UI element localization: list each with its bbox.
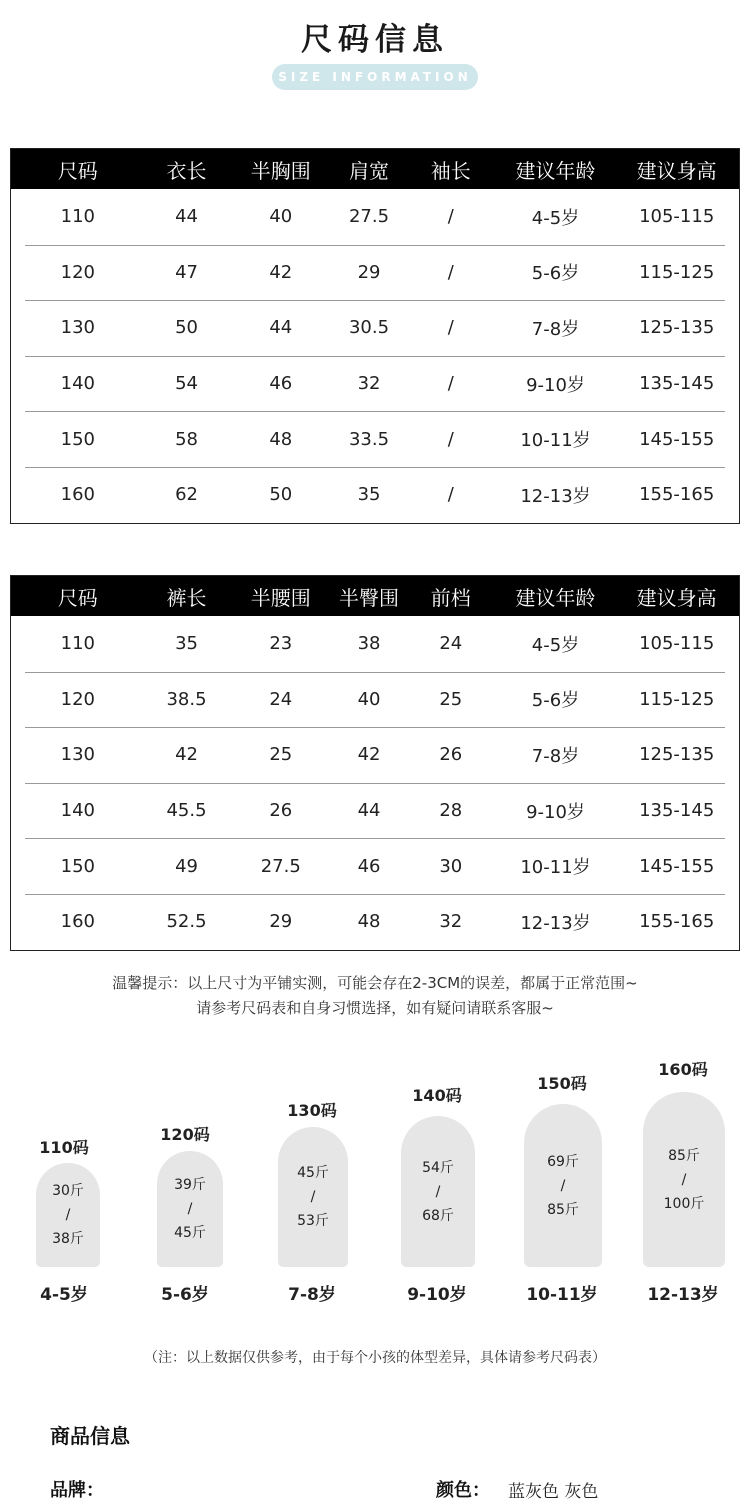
table-cell: 26 [439, 744, 463, 766]
table-cell: 50 [175, 317, 198, 339]
table-cell: 10-11岁 [520, 430, 591, 452]
table-cell: 150 [60, 428, 95, 450]
table-cell: 125-135 [639, 744, 715, 766]
table-cell: 23 [269, 633, 293, 655]
figure-weight-min: 54斤 [422, 1159, 454, 1176]
table-cell: 5-6岁 [531, 263, 580, 285]
child-silhouette [36, 1163, 100, 1267]
table-row [11, 672, 739, 728]
table-cell: 25 [439, 688, 463, 710]
table-cell: 42 [175, 744, 198, 766]
table-cell: 7-8岁 [531, 318, 580, 340]
figure-size-code: 150码 [537, 1074, 587, 1093]
table-cell: 135-145 [639, 373, 715, 395]
table-row [11, 783, 739, 839]
top-size-table [10, 148, 740, 524]
table-cell: 62 [175, 484, 198, 506]
table-cell: 26 [269, 800, 293, 822]
table-cell: / [447, 484, 454, 506]
figure-weight-max: 38斤 [52, 1231, 84, 1247]
table-row [11, 838, 739, 894]
table-cell: / [447, 428, 454, 450]
column-header: 半腰围 [250, 585, 311, 610]
figure-size-code: 120码 [160, 1125, 210, 1144]
table-cell: 58 [175, 428, 198, 450]
table-cell: 160 [60, 911, 95, 933]
table-cell: 115-125 [639, 261, 715, 283]
figure-age: 5-6岁 [161, 1285, 209, 1305]
figure-weight-min: 30斤 [52, 1183, 84, 1199]
column-header: 半臀围 [339, 585, 400, 610]
tip-line-2: 请参考尺码表和自身习惯选择，如有疑问请联系客服~ [196, 999, 554, 1017]
table-cell: / [447, 317, 454, 339]
table-cell: 7-8岁 [531, 745, 580, 767]
table-cell: 54 [175, 373, 198, 395]
child-silhouette [157, 1151, 223, 1267]
table-row [11, 245, 739, 301]
figure-age: 12-13岁 [647, 1285, 719, 1305]
table-cell: 27.5 [260, 855, 301, 877]
figure-age: 10-11岁 [526, 1285, 598, 1305]
table-cell: 145-155 [639, 855, 715, 877]
table-cell: 42 [357, 744, 381, 766]
table-cell: 120 [60, 688, 95, 710]
table-header [11, 149, 739, 189]
table-cell: 140 [60, 373, 95, 395]
table-cell: 155-165 [639, 911, 715, 933]
table-cell: 135-145 [639, 800, 715, 822]
table-cell: 47 [175, 261, 198, 283]
table-cell: 44 [269, 317, 293, 339]
figure-weight-max: 100斤 [663, 1195, 705, 1212]
table-cell: 130 [60, 744, 95, 766]
table-cell: 150 [60, 855, 95, 877]
table-cell: 9-10岁 [526, 374, 585, 396]
table-cell: 25 [269, 744, 293, 766]
table-cell: 130 [60, 317, 95, 339]
column-header: 建议年龄 [515, 158, 596, 183]
figure-weight-min: 69斤 [547, 1153, 579, 1170]
figure-weight-min: 45斤 [297, 1165, 329, 1181]
column-header: 尺码 [57, 158, 98, 183]
child-silhouette [401, 1116, 475, 1267]
table-cell: 29 [269, 911, 293, 933]
table-cell: 46 [269, 373, 293, 395]
table-cell: 10-11岁 [520, 857, 591, 879]
table-cell: 38.5 [166, 688, 207, 710]
table-cell: 45.5 [166, 800, 207, 822]
table-cell: 40 [269, 206, 293, 228]
child-silhouette [643, 1092, 725, 1267]
column-header: 半胸围 [250, 158, 311, 183]
table-cell: 160 [60, 484, 95, 506]
table-cell: 42 [269, 261, 293, 283]
table-cell: 12-13岁 [520, 485, 591, 507]
table-row [11, 894, 739, 950]
tip-line-1: 温馨提示：以上尺寸为平铺实测，可能会存在2-3CM的误差，都属于正常范围~ [112, 974, 638, 992]
figure-weight-sep: / [681, 1171, 687, 1188]
table-cell: 35 [175, 633, 198, 655]
table-cell: 40 [357, 688, 381, 710]
table-cell: 4-5岁 [531, 634, 580, 656]
figure-weight-sep: / [310, 1189, 316, 1205]
table-cell: 35 [357, 484, 381, 506]
table-cell: 24 [439, 633, 463, 655]
pants-size-table [10, 575, 740, 951]
table-row [11, 300, 739, 356]
column-header: 建议年龄 [515, 585, 596, 610]
table-cell: / [447, 206, 454, 228]
figure-weight-sep: / [435, 1183, 441, 1200]
figure-weight-sep: / [187, 1201, 193, 1217]
page-title: 尺码信息 [301, 22, 449, 58]
table-cell: 12-13岁 [520, 912, 591, 934]
table-cell: 120 [60, 261, 95, 283]
table-cell: 24 [269, 688, 293, 710]
brand-label: 品牌： [50, 1480, 104, 1500]
figure-weight-min: 39斤 [174, 1177, 206, 1193]
table-cell: 30 [439, 855, 463, 877]
table-row [11, 356, 739, 412]
table-row [11, 727, 739, 783]
table-cell: 4-5岁 [531, 207, 580, 229]
table-cell: 9-10岁 [526, 801, 585, 823]
table-cell: 110 [60, 206, 95, 228]
figure-size-code: 140码 [412, 1086, 462, 1105]
table-cell: 110 [60, 633, 95, 655]
table-cell: 28 [439, 800, 463, 822]
footnote: （注：以上数据仅供参考，由于每个小孩的体型差异，具体请参考尺码表） [144, 1350, 606, 1366]
table-cell: 32 [357, 373, 381, 395]
figure-size-code: 160码 [658, 1060, 708, 1079]
table-cell: 30.5 [348, 317, 390, 339]
table-cell: 44 [357, 800, 381, 822]
color-label: 颜色： [436, 1480, 490, 1500]
table-cell: 48 [357, 911, 381, 933]
figure-size-code: 130码 [287, 1101, 337, 1120]
table-cell: / [447, 373, 454, 395]
table-cell: 52.5 [166, 911, 207, 933]
table-cell: 125-135 [639, 317, 715, 339]
column-header: 尺码 [57, 585, 98, 610]
figure-size-code: 110码 [39, 1138, 89, 1157]
table-row [11, 467, 739, 523]
table-cell: 145-155 [639, 428, 715, 450]
table-cell: / [447, 261, 454, 283]
table-cell: 33.5 [348, 428, 390, 450]
column-header: 肩宽 [349, 158, 390, 183]
figure-weight-sep: / [65, 1207, 71, 1223]
table-cell: 29 [357, 261, 381, 283]
table-header [11, 576, 739, 616]
column-header: 前档 [430, 585, 471, 610]
table-cell: 105-115 [639, 633, 715, 655]
table-cell: 44 [175, 206, 198, 228]
page-subtitle: SIZE INFORMATION [278, 70, 472, 84]
column-header: 衣长 [166, 158, 207, 183]
column-header: 裤长 [166, 585, 207, 610]
figure-weight-max: 68斤 [422, 1207, 454, 1224]
table-row [11, 411, 739, 467]
figure-weight-max: 53斤 [297, 1213, 329, 1229]
table-cell: 48 [269, 428, 293, 450]
table-cell: 49 [175, 855, 198, 877]
table-cell: 27.5 [348, 206, 390, 228]
table-cell: 46 [357, 855, 381, 877]
table-cell: 115-125 [639, 688, 715, 710]
figure-weight-max: 85斤 [547, 1201, 579, 1218]
figure-weight-max: 45斤 [174, 1225, 206, 1241]
table-cell: 38 [357, 633, 381, 655]
figure-weight-min: 85斤 [668, 1147, 700, 1164]
column-header: 袖长 [430, 158, 471, 183]
product-info-heading: 商品信息 [50, 1424, 130, 1448]
table-cell: 32 [439, 911, 463, 933]
figure-weight-sep: / [560, 1177, 566, 1194]
figure-age: 9-10岁 [407, 1285, 467, 1305]
figure-age: 7-8岁 [288, 1285, 336, 1305]
table-cell: 155-165 [639, 484, 715, 506]
color-value: 蓝灰色 灰色 [508, 1482, 599, 1500]
figure-age: 4-5岁 [40, 1285, 88, 1305]
column-header: 建议身高 [636, 158, 717, 183]
column-header: 建议身高 [636, 585, 717, 610]
child-silhouette [278, 1127, 348, 1267]
table-cell: 5-6岁 [531, 690, 580, 712]
child-silhouette [524, 1104, 602, 1267]
table-cell: 105-115 [639, 206, 715, 228]
table-row [11, 189, 739, 245]
table-cell: 50 [269, 484, 293, 506]
table-cell: 140 [60, 800, 95, 822]
table-row [11, 616, 739, 672]
